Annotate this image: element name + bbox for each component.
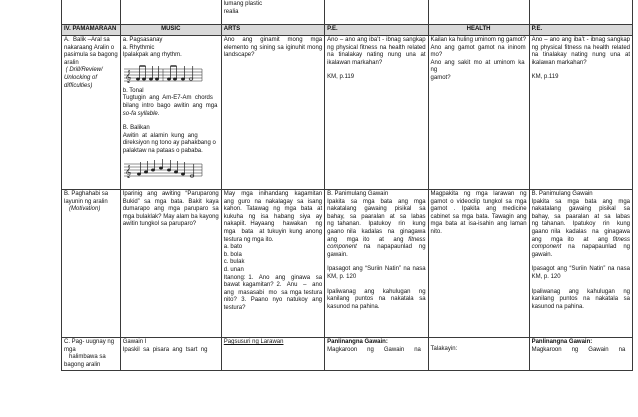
header-music: MUSIC [120,25,221,36]
row-review-label: A. Balik –Aral sa nakaraang Aralin o pasimula sa bagong aralin ( Drill/Review/ Unlocking of difficulties) [62,36,121,190]
row-motivation [62,190,633,338]
row-review-pe: Ano – ano ang iba’t - ibnag sangkap ng physical fitness na health related na tinalakay nating nung una at ikalawan markahan? KM, p.119 [325,36,428,190]
lesson-plan-table [61,0,633,371]
materials-row [62,0,633,25]
header-pe: P.E. [529,25,632,36]
row-motivation-pe: B. Panimulang Gawain Ipakita sa mga bata ang mga nakatalang gawaing pisikal sa bahay, sa paaralan at sa labas ng tahanan. Ipatukoy rin kung gaano nila kadalas na ginagawa ang mga ito at ang fitness component na napapaunlad ng gawain. Ipasagot ang “Suriin Natin” na nasa KM, p. 120 Ipaliwanag ang kahulugan ng kanilang puntos na nakatala sa kasunod na pahina. [529,190,632,338]
materials-pe2-cell [529,0,632,25]
row-review-music: a. Pagsasanay a. Rhythmic Ipalakpak ang rhythm. 𝄞 b. Tonal Tugtugin ang Am-E7-Am chords bilang intro bago awitin ang mga so-fa syllable. B. Balikan Awitin at alamin kung ang direksiyon ng tono ay pahakbang o palaktaw na pataas o pababa. 𝄞 [120,36,221,190]
svg-text:𝄞: 𝄞 [124,69,132,83]
row-examples-health: Talakayin: [428,338,529,371]
row-motivation-arts: May mga inihandang kagamitan ang guro na nakalagay sa isang kahon. Tatawag ng mga bata at kukuha ng isa habang siya ay nakapiit. Hayaang hawakan ng mga bata at tukuyin kung anong testura ng mga ito. a. bato b. bola c. bulak d. unan Itanong: 1. Ano ang ginawa sa bawat kagamitan? 2. Anu – ano ang masasabi mo sa mga testura nito? 3. Paano nyo natukoy ang testura? [221,190,324,338]
materials-arts-cell [221,0,324,25]
row-motivation-music: Iparinig ang awiting “Paruparong Bukid” sa mga bata. Bakit kaya dumarapo ang mga paruparo sa mga bulaklak? May alam ba kayong awitin tungkol sa paruparo? [120,190,221,338]
materials-label-cell [62,0,121,25]
row-examples-label: C. Pag- uugnay ng mga halimbawa sa bagong aralin [62,338,121,371]
materials-music-cell [120,0,221,25]
row-examples-music: Gawain I Ipaskil sa pisara ang tsart ng [120,338,221,371]
row-motivation-health: Magpakita ng mga larawan ng gamot o videoclip tungkol sa mga gamot . Ipakita ang medicine cabinet sa mga bata. Tawagin ang mga bata at isa-isahin ang laman nito. [428,190,529,338]
row-review-health: Kailan ka huling uminom ng gamot? Ano ang gamot gamot na ininom mo? Ano ang sakit mo at uminom ka ng gamot? [428,36,529,190]
row-examples-pe: Panlinangna Gawain: Magkaroon ng Gawain na [529,338,632,371]
row-examples-arts: Pagsusuri ng Larawan [221,338,324,371]
row-motivation-pe: B. Panimulang Gawain Ipakita sa mga bata ang mga nakatalang gawaing pisikal sa bahay, sa paaralan at sa labas ng tahanan. Ipatukoy rin kung gaano nila kadalas na ginagawa ang mga ito at ang fitness component na napapaunlad ng gawain. Ipasagot ang “Suriin Natin” na nasa KM, p. 120 Ipaliwanag ang kahulugan ng kanilang puntos na nakatala sa kasunod na pahina. [325,190,428,338]
header-row [62,25,633,36]
materials-arts-line: realia [223,8,239,15]
header-health: HEALTH [428,25,529,36]
row-examples [62,338,633,371]
row-examples-pe: Panlinangna Gawain: Magkaroon ng Gawain na [325,338,428,371]
row-motivation-label: B. Paghahabi sa layunin ng aralin (Motivation) [62,190,121,338]
row-review-pe: Ano – ano ang iba’t - ibnag sangkap ng physical fitness na health related na tinalakay nating nung una at ikalawan markahan? KM, p.119 [529,36,632,190]
svg-text:𝄞: 𝄞 [124,164,132,178]
row-review-arts: Ano ang ginamit mong mga elemento ng sining sa iginuhit mong landscape? [221,36,324,190]
materials-health-cell [428,0,529,25]
materials-pe1-cell [325,0,428,25]
header-pe: P.E. [325,25,428,36]
materials-arts-line: lumang plastic [223,1,263,7]
header-arts: ARTS [221,25,324,36]
rhythm-notation-image [123,61,203,87]
row-review [62,36,633,190]
melody-notation-image [123,157,203,181]
header-section: IV. PAMAMARAAN [62,25,121,36]
